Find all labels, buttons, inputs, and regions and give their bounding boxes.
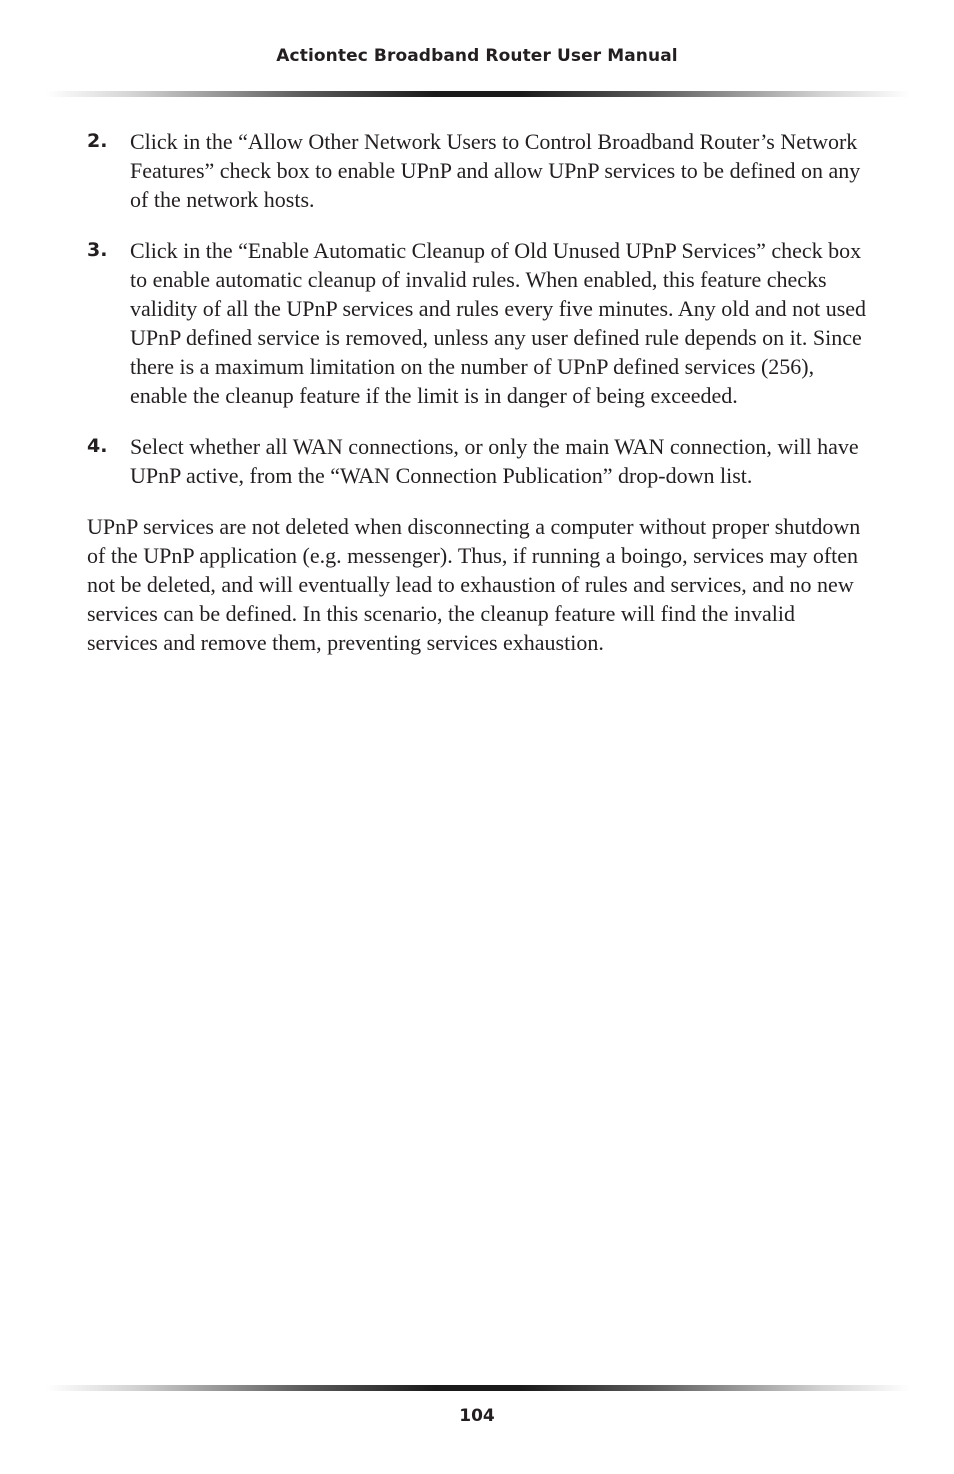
step-number: 3. <box>87 239 108 261</box>
step-2 <box>87 127 870 214</box>
page-number: 104 <box>459 1406 495 1426</box>
step-4 <box>87 432 870 490</box>
step-text: Select whether all WAN connections, or only the main WAN connection, will have UPnP active, from the “WAN Connection Publication” drop-down list. <box>130 434 859 488</box>
body-paragraph: UPnP services are not deleted when disconnecting a computer without proper shutdown of the UPnP application (e.g. messenger). Thus, if running a boingo, services may often not be deleted, and will eventually lead to exhaustion of rules and services, and no new services can be defined. In this scenario, the cleanup feature will find the invalid services and remove them, preventing services exhaustion. <box>87 514 861 655</box>
step-3 <box>87 236 870 410</box>
step-number: 4. <box>87 435 108 457</box>
running-header: Actiontec Broadband Router User Manual <box>276 46 678 66</box>
step-text: Click in the “Allow Other Network Users to Control Broadband Router’s Network Features” check box to enable UPnP and allow UPnP services to be defined on any of the network hosts. <box>130 129 861 212</box>
step-text: Click in the “Enable Automatic Cleanup of Old Unused UPnP Services” check box to enable automatic cleanup of invalid rules. When enabled, this feature checks validity of all the UPnP services and rules every five minutes. Any old and not used UPnP defined service is removed, unless any user defined rule depends on it. Since there is a maximum limitation on the number of UPnP defined services (256), enable the cleanup feature if the limit is in danger of being exceeded. <box>130 238 867 408</box>
page-body <box>87 127 870 657</box>
footer-rule <box>46 1385 910 1391</box>
step-number: 2. <box>87 130 108 152</box>
header-rule <box>46 91 910 97</box>
